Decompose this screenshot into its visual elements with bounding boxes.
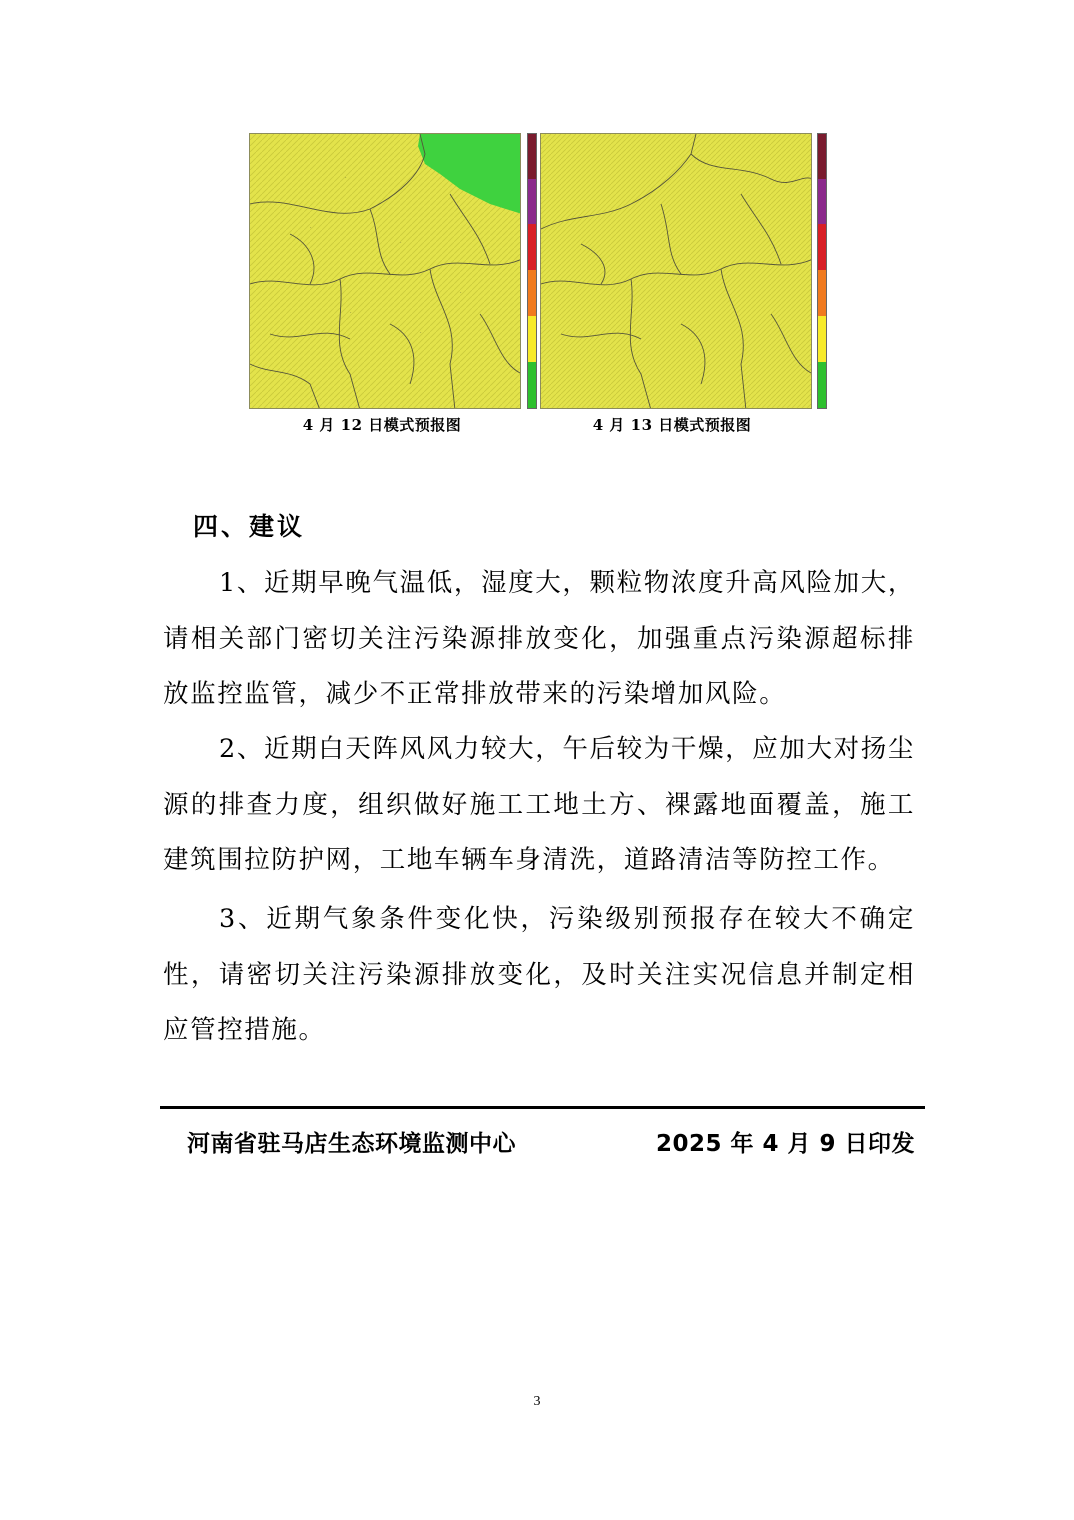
paragraph-text: 1、近期早晚气温低，湿度大，颗粒物浓度升高风险加大，请相关部门密切关注污染源排放变化，加强重点污染源超标排放监控监管，减少不正常排放带来的污染增加风险。: [163, 568, 915, 709]
svg-text:·: ·: [310, 225, 312, 231]
footer-date: 2025 年 4 月 9 日印发: [656, 1131, 916, 1157]
forecast-map-apr12: [249, 133, 521, 409]
colorbar-seg-severe: [528, 134, 536, 179]
colorbar-seg-heavy: [818, 179, 826, 224]
colorbar-seg-fair: [818, 316, 826, 362]
forecast-map-apr13: [540, 133, 812, 409]
section-title: 四、建议: [193, 512, 306, 541]
page-number: 3: [533, 1394, 541, 1409]
suggestion-paragraph-2: [163, 722, 915, 889]
colorbar-seg-good: [528, 362, 536, 408]
svg-text:·: ·: [420, 330, 422, 336]
figure-caption-2: 4 月 13 日模式预报图: [592, 416, 752, 434]
colorbar-svg-2: [818, 134, 826, 408]
footer-issuer: 河南省驻马店生态环境监测中心: [187, 1131, 516, 1157]
map-svg-2: [541, 134, 812, 409]
svg-text:·: ·: [460, 290, 462, 296]
svg-text:·: ·: [345, 175, 347, 181]
colorbar-seg-heavy: [528, 179, 536, 224]
legend-colorbar-1: [527, 133, 537, 409]
legend-colorbar-2: [817, 133, 827, 409]
colorbar-svg-1: [528, 134, 536, 408]
suggestion-paragraph-1: [163, 556, 915, 723]
colorbar-seg-severe: [818, 134, 826, 179]
svg-text:·: ·: [350, 310, 352, 316]
colorbar-seg-moderate: [818, 224, 826, 270]
colorbar-seg-moderate: [528, 224, 536, 270]
paragraph-text: 2、近期白天阵风风力较大，午后较为干燥，应加大对扬尘源的排查力度，组织做好施工工地土方、裸露地面覆盖，施工建筑围拉防护网，工地车辆车身清洗，道路清洁等防控工作。: [163, 734, 915, 875]
colorbar-seg-fair: [528, 316, 536, 362]
suggestion-paragraph-3: [163, 892, 915, 1059]
svg-text:·: ·: [400, 240, 402, 246]
colorbar-seg-light: [818, 270, 826, 316]
paragraph-text: 3、近期气象条件变化快，污染级别预报存在较大不确定性，请密切关注污染源排放变化，及时关注实况信息并制定相应管控措施。: [163, 904, 915, 1045]
colorbar-seg-light: [528, 270, 536, 316]
figure-caption-1: 4 月 12 日模式预报图: [302, 416, 462, 434]
footer-divider: [160, 1106, 925, 1109]
colorbar-seg-good: [818, 362, 826, 408]
map-svg-1: [250, 134, 521, 409]
